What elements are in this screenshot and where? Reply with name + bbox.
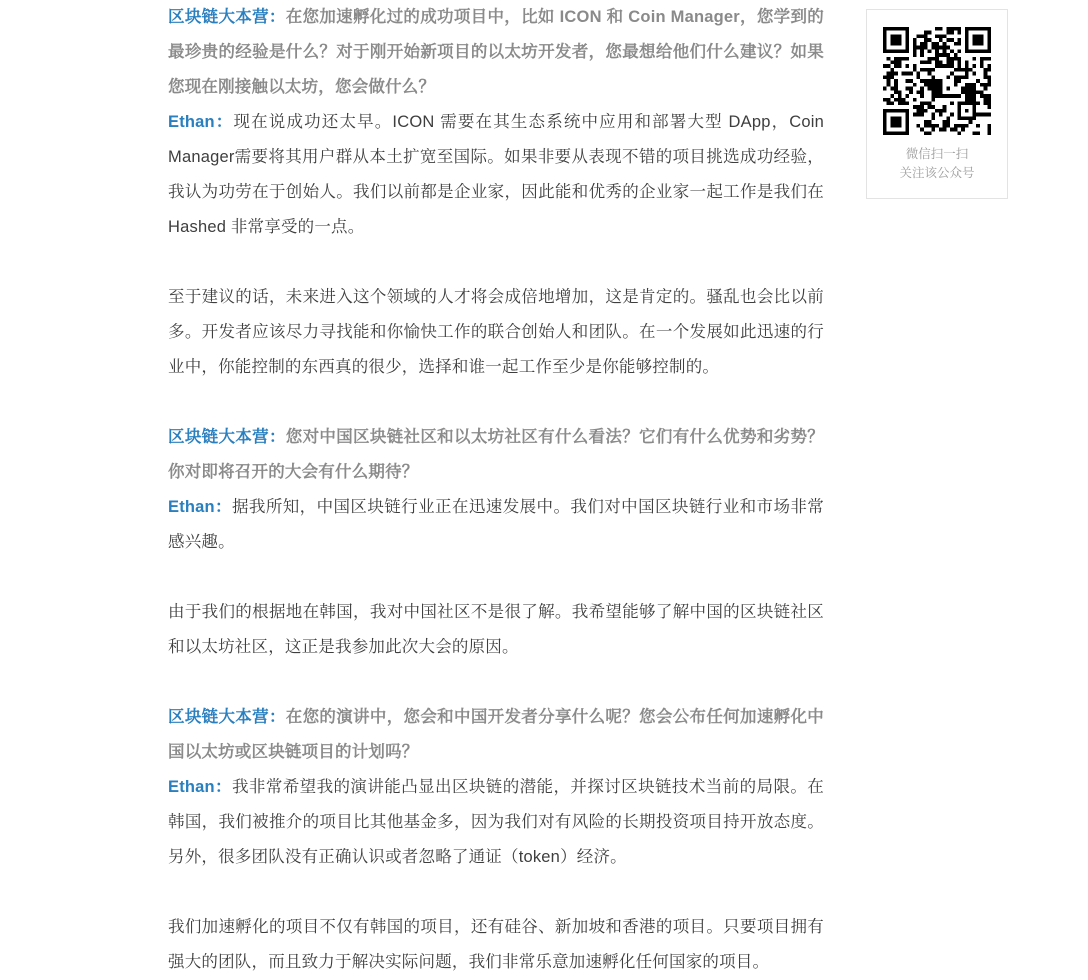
article-body (168, 0, 824, 980)
qr-caption-line1: 微信扫一扫 (905, 147, 969, 161)
wechat-qr-card (866, 9, 1008, 199)
paragraph-spacer (168, 560, 824, 595)
paragraph-spacer (168, 665, 824, 700)
answer-label: Ethan： (168, 778, 232, 796)
body-paragraph: 由于我们的根据地在韩国，我对中国社区不是很了解。我希望能够了解中国的区块链社区和以太坊社区，这正是我参加此次大会的原因。 (168, 603, 824, 656)
question-paragraph (168, 420, 824, 490)
qr-code-icon (883, 27, 991, 135)
question-text: 在您的演讲中，您会和中国开发者分享什么呢？您会公布任何加速孵化中国以太坊或区块链项目的计划吗？ (168, 708, 824, 761)
qa-block (168, 420, 824, 560)
qa-block (168, 700, 824, 875)
answer-paragraph (168, 490, 824, 560)
paragraph-spacer (168, 245, 824, 280)
question-label: 区块链大本营： (168, 8, 286, 26)
question-paragraph (168, 0, 824, 105)
qa-block (168, 0, 824, 245)
answer-text: 现在说成功还太早。ICON 需要在其生态系统中应用和部署大型 DApp，Coin Manager需要将其用户群从本土扩宽至国际。如果非要从表现不错的项目挑选成功经验，我认为功劳在于创始人。我们以前都是企业家，因此能和优秀的企业家一起工作是我们在 Hashed 非常享受的一点。 (168, 113, 824, 236)
paragraph-spacer (168, 875, 824, 910)
body-paragraph: 至于建议的话，未来进入这个领域的人才将会成倍地增加，这是肯定的。骚乱也会比以前多。开发者应该尽力寻找能和你愉快工作的联合创始人和团队。在一个发展如此迅速的行业中，你能控制的东西真的很少，选择和谁一起工作至少是你能够控制的。 (168, 288, 824, 376)
question-label: 区块链大本营： (168, 428, 286, 446)
question-paragraph (168, 700, 824, 770)
question-text: 在您加速孵化过的成功项目中，比如 ICON 和 Coin Manager，您学到的最珍贵的经验是什么？对于刚开始新项目的以太坊开发者，您最想给他们什么建议？如果您现在刚接触以太坊，您会做什么？ (168, 8, 824, 96)
paragraph-spacer (168, 385, 824, 420)
answer-label: Ethan： (168, 113, 234, 131)
qr-code-canvas (883, 27, 991, 135)
answer-label: Ethan： (168, 498, 232, 516)
qr-caption-line2: 关注该公众号 (899, 166, 975, 180)
answer-paragraph (168, 770, 824, 875)
question-label: 区块链大本营： (168, 708, 286, 726)
answer-text: 据我所知，中国区块链行业正在迅速发展中。我们对中国区块链行业和市场非常感兴趣。 (168, 498, 824, 551)
question-text: 您对中国区块链社区和以太坊社区有什么看法？它们有什么优势和劣势？你对即将召开的大会有什么期待？ (168, 428, 824, 481)
answer-paragraph (168, 105, 824, 245)
answer-text: 我非常希望我的演讲能凸显出区块链的潜能，并探讨区块链技术当前的局限。在韩国，我们被推介的项目比其他基金多，因为我们对有风险的长期投资项目持开放态度。另外，很多团队没有正确认识或者忽略了通证（token）经济。 (168, 778, 824, 866)
body-paragraph: 我们加速孵化的项目不仅有韩国的项目，还有硅谷、新加坡和香港的项目。只要项目拥有强大的团队，而且致力于解决实际问题，我们非常乐意加速孵化任何国家的项目。 (168, 918, 824, 971)
